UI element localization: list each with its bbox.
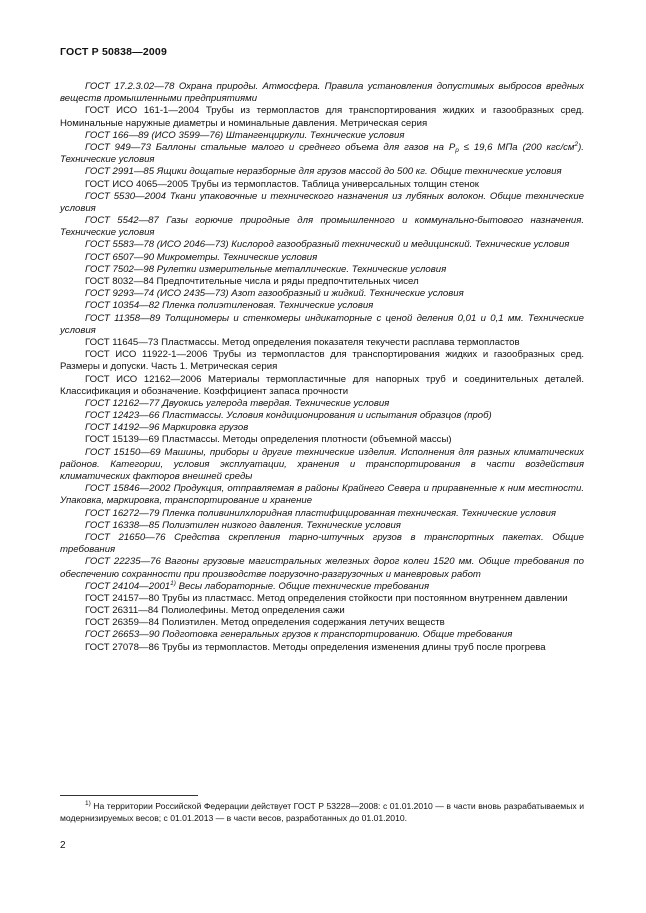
reference-code: ГОСТ 5542—87 (85, 215, 159, 227)
reference-item (60, 374, 584, 398)
reference-code: ГОСТ 8032—84 (85, 276, 154, 287)
reference-code: ГОСТ 26311—84 (85, 605, 159, 617)
reference-title: Продукция, отправляемая в районы Крайнего Севера и приравненные к ним местности. Упаковка, маркировка, транспортирование и хранение (60, 483, 584, 507)
reference-item (60, 398, 584, 410)
reference-title: Трубы из термопластов. Таблица универсальных толщин стенок (188, 178, 479, 190)
footnote-ref-mark: 1) (170, 579, 176, 587)
reference-code: ГОСТ 17.2.3.02—78 (85, 81, 175, 92)
reference-item (60, 520, 584, 532)
reference-title: Пластмассы. Условия кондиционирования и испытания образцов (проб) (159, 410, 492, 422)
reference-item (60, 239, 584, 251)
reference-title: Штангенциркули. Технические условия (223, 129, 405, 141)
reference-item (60, 276, 584, 288)
reference-title: Рулетки измерительные металлические. Технические условия (154, 263, 447, 275)
reference-title: Двуокись углерода твердая. Технические условия (159, 397, 390, 409)
reference-code: ГОСТ 26359—84 (85, 617, 160, 629)
document-header: ГОСТ Р 50838—2009 (60, 46, 168, 58)
reference-title: Ящики дощатые неразборные для грузов массой до 500 кг. Общие технические условия (154, 166, 562, 178)
reference-item (60, 349, 584, 373)
reference-code: ГОСТ 166—89 (ИСО 3599—76) (85, 129, 224, 141)
reference-item (60, 264, 584, 276)
reference-title: Средства скрепления тарно-штучных грузов в транспортных пакетах. Общие требования (60, 531, 584, 556)
reference-code: ГОСТ 5583—78 (ИСО 2046—73) (85, 239, 229, 251)
reference-code: ГОСТ 15150—69 (85, 446, 161, 458)
reference-code: ГОСТ 15139—69 (85, 434, 160, 446)
reference-title: Баллоны стальные малого и среднего объема для газов на P (150, 141, 456, 153)
reference-item (60, 300, 584, 312)
reference-item (60, 191, 584, 215)
reference-title: Полиэтилен. Метод определения содержания летучих веществ (159, 617, 445, 629)
reference-title: Подготовка генеральных грузов к транспортированию. Общие требования (159, 629, 513, 641)
reference-title: Предпочтительные числа и ряды предпочтительных чисел (153, 276, 419, 287)
footnote-divider (60, 795, 198, 796)
reference-code: ГОСТ ИСО 161-1—2004 (85, 105, 200, 117)
reference-item (60, 410, 584, 422)
reference-code: ГОСТ 12423—66 (85, 410, 160, 422)
reference-code: ГОСТ 16272—79 (85, 507, 160, 519)
superscript: 2 (574, 140, 579, 148)
reference-code: ГОСТ 24104—2001 (85, 580, 171, 592)
reference-code: ГОСТ 949—73 (85, 141, 151, 153)
reference-code: ГОСТ 10354—82 (85, 300, 160, 312)
reference-title: Пластмассы. Метод определения показателя текучести расплава термопластов (158, 336, 520, 348)
reference-title: Азот газообразный и жидкий. Технические условия (228, 288, 464, 300)
reference-code: ГОСТ 26653—90 (85, 629, 160, 641)
reference-code: ГОСТ 12162—77 (85, 397, 160, 409)
reference-title: Газы горючие природные для промышленного и коммунально-бытового назначения. Технические условия (60, 215, 584, 239)
subscript: р (455, 146, 459, 154)
reference-title: Весы лабораторные. Общие технические требования (175, 580, 430, 592)
reference-item (60, 166, 584, 178)
footnote-text: На территории Российской Федерации действует ГОСТ Р 53228—2008: с 01.01.2010 — в части вновь разрабатываемых и модернизируемых весов; с 01.01.2013 — в части весов, разработанных до 01.01.2010. (60, 801, 584, 823)
reference-code: ГОСТ 24157—80 (85, 592, 160, 604)
reference-code: ГОСТ 2991—85 (85, 166, 155, 178)
page-number: 2 (60, 840, 66, 851)
reference-item (60, 593, 584, 605)
reference-title: Кислород газообразный технический и медицинский. Технические условия (228, 239, 570, 251)
reference-item (60, 252, 584, 264)
footnote (60, 800, 584, 824)
reference-item (60, 422, 584, 434)
reference-code: ГОСТ 7502—98 (85, 263, 155, 275)
reference-code: ГОСТ 16338—85 (85, 519, 160, 531)
reference-title: Полиолефины. Метод определения сажи (158, 605, 345, 617)
reference-item (60, 605, 584, 617)
reference-code: ГОСТ 6507—90 (85, 251, 155, 263)
reference-title: Вагоны грузовые магистральных железных дорог колеи 1520 мм. Общие требования по обеспечению сохранности при производстве погрузочно-разгрузочных и маневровых работ (60, 556, 584, 580)
reference-title: Трубы из термопластов для транспортирования жидких и газообразных сред. Номинальные наружные диаметры и номинальные давления. Метрическая серия (60, 105, 585, 129)
reference-code: ГОСТ 15846—2002 (85, 483, 171, 495)
reference-item (60, 288, 584, 300)
reference-item (60, 447, 584, 484)
reference-item (60, 532, 584, 556)
reference-item (60, 313, 584, 337)
reference-item (60, 617, 584, 629)
reference-title: Полиэтилен низкого давления. Технические условия (159, 519, 401, 531)
reference-item (60, 130, 584, 142)
footnote-mark: 1) (85, 800, 91, 807)
reference-title: Микрометры. Технические условия (154, 251, 318, 263)
reference-item (60, 81, 584, 105)
normative-references-list (60, 81, 584, 654)
reference-item (60, 642, 584, 654)
reference-item (60, 629, 584, 641)
reference-code: ГОСТ ИСО 4065—2005 (85, 178, 189, 190)
reference-item (60, 142, 584, 166)
reference-code: ГОСТ 14192—96 (85, 422, 160, 434)
reference-item (60, 434, 584, 446)
reference-title: Пленка полиэтиленовая. Технические условия (159, 300, 374, 312)
reference-code: ГОСТ 27078—86 (85, 641, 160, 653)
reference-item (60, 179, 584, 191)
reference-title: Пластмассы. Методы определения плотности (объемной массы) (159, 434, 452, 446)
reference-title: Трубы из пластмасс. Метод определения стойкости при постоянном внутреннем давлении (159, 592, 568, 604)
reference-title: Толщиномеры и стенкомеры индикаторные с ценой деления 0,01 и 0,1 мм. Технические условия (60, 312, 584, 336)
reference-title: Материалы термопластичные для напорных труб и соединительных деталей. Классификация и обозначение. Коэффициент запаса прочности (60, 373, 584, 397)
reference-code: ГОСТ 22235—76 (85, 556, 161, 568)
reference-item (60, 483, 584, 507)
reference-item (60, 556, 584, 580)
reference-title: Машины, приборы и другие технические изделия. Исполнения для разных климатических районов. Категории, условия эксплуатации, хранения и транспортирования в части воздействия климатических факторов внешней среды (60, 446, 584, 482)
reference-item (60, 105, 584, 129)
reference-title: Маркировка грузов (159, 422, 249, 434)
reference-title: Пленка поливинилхлоридная пластифицированная техническая. Технические условия (159, 507, 557, 519)
reference-code: ГОСТ 21650—76 (85, 531, 166, 543)
reference-title-cont: ≤ 19,6 МПа (200 кгс/см (458, 141, 575, 153)
reference-code: ГОСТ 11645—73 (85, 336, 159, 348)
reference-code: ГОСТ 11358—89 (85, 312, 161, 324)
reference-title: Ткани упаковочные и технического назначения из лубяных волокон. Общие технические условия (60, 190, 584, 214)
reference-item (60, 508, 584, 520)
reference-item (60, 337, 584, 349)
reference-code: ГОСТ ИСО 12162—2006 (85, 373, 202, 385)
reference-title: Охрана природы. Атмосфера. Правила установления допустимых выбросов вредных веществ промышленными предприятиями (60, 81, 584, 105)
reference-code: ГОСТ ИСО 11922-1—2006 (85, 349, 208, 361)
reference-item (60, 215, 584, 239)
reference-item (60, 581, 584, 593)
reference-title-end: ). Технические условия (60, 141, 584, 166)
reference-title: Трубы из термопластов для транспортирования жидких и газообразных сред. Размеры и допуски. Часть 1. Метрическая серия (60, 349, 584, 373)
reference-code: ГОСТ 9293—74 (ИСО 2435—73) (85, 288, 229, 300)
reference-code: ГОСТ 5530—2004 (85, 190, 166, 202)
reference-title: Трубы из термопластов. Методы определения изменения длины труб после прогрева (159, 641, 546, 653)
